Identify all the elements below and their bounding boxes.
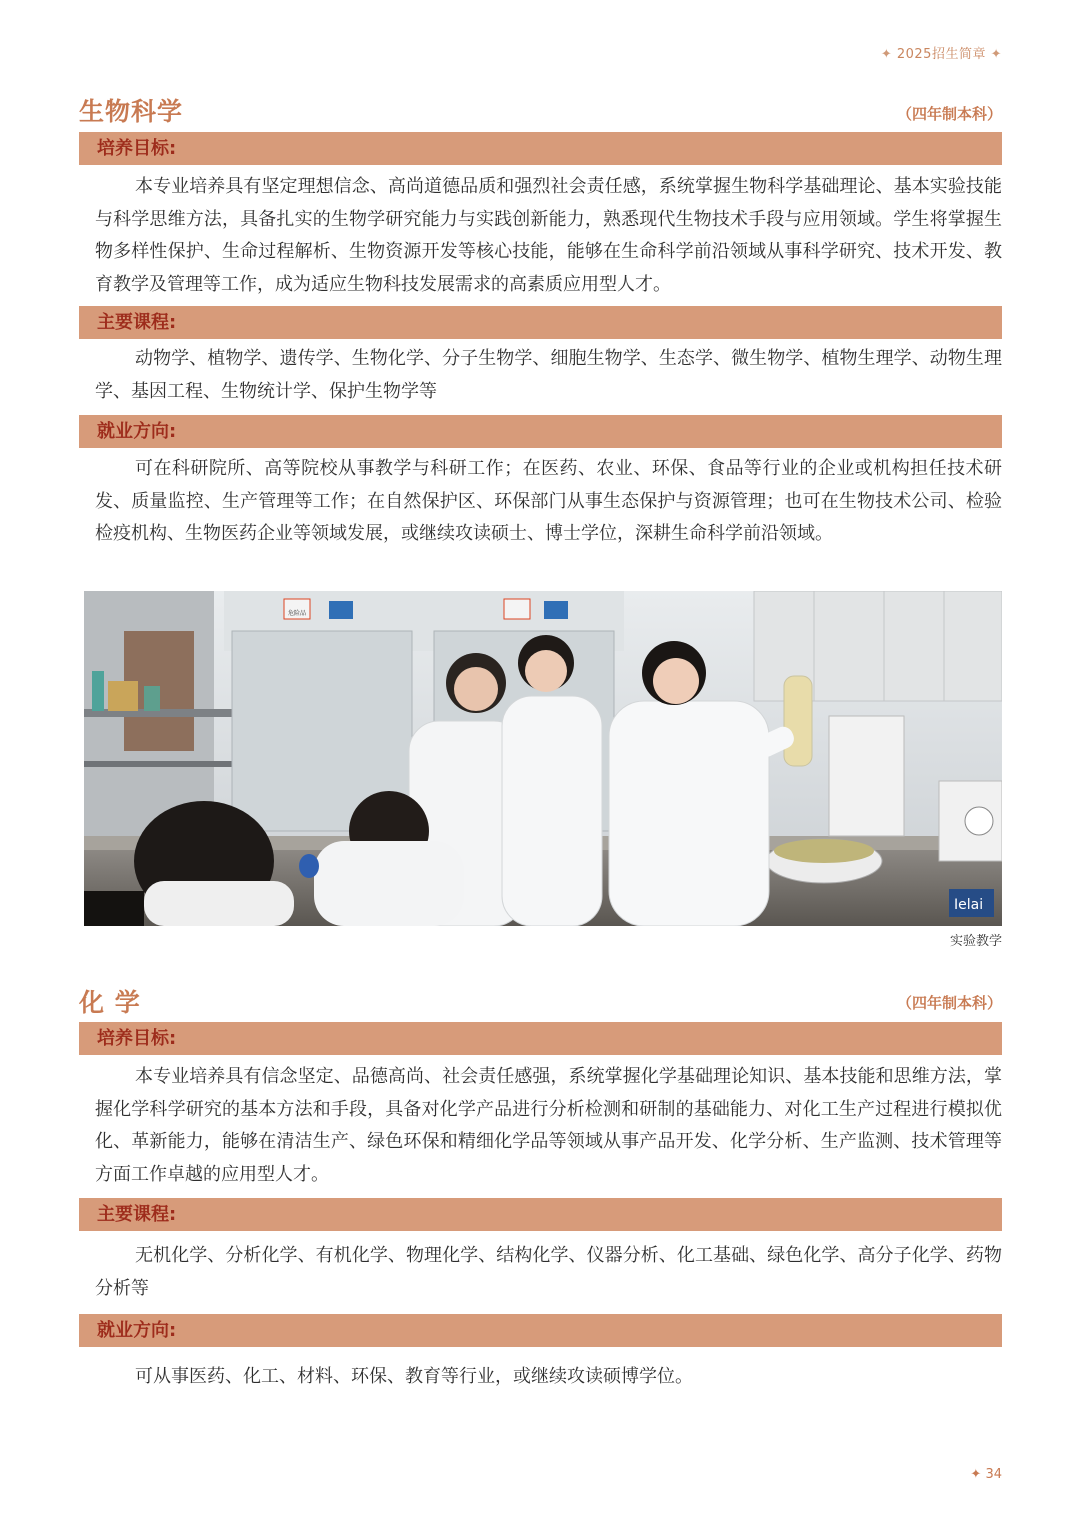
brochure-title: 2025招生简章: [896, 47, 986, 62]
courses-text: 无机化学、分析化学、有机化学、物理化学、结构化学、仪器分析、化工基础、绿色化学、高分子化学、药物分析等: [95, 1245, 1002, 1299]
career-text: 可从事医药、化工、材料、环保、教育等行业，或继续攻读硕博学位。: [135, 1366, 693, 1387]
section-bar-courses: 主要课程:: [79, 306, 1002, 339]
major-title: 生物科学: [79, 97, 184, 126]
star-icon: ✦: [880, 47, 893, 62]
goal-text: 本专业培养具有信念坚定、品德高尚、社会责任感强，系统掌握化学基础理论知识、基本技能和思维方法，掌握化学科学研究的基本方法和手段，具备对化学产品进行分析检测和研制的基础能力、对化工生产过程进行模拟优化、革新能力，能够在清洁生产、绿色环保和精细化学品等领域从事产品开发、化学分析、生产监测、技术管理等方面工作卓越的应用型人才。: [95, 1066, 1002, 1185]
lab-photo: [84, 591, 1002, 926]
section-bar-career: 就业方向:: [79, 1314, 1002, 1347]
program-length: （四年制本科）: [896, 994, 1002, 1012]
photo-caption: 实验教学: [949, 934, 1002, 949]
star-icon: ✦: [970, 1467, 982, 1482]
section-bar-goal: 培养目标:: [79, 1022, 1002, 1055]
section-bar-goal: 培养目标:: [79, 132, 1002, 165]
warning-sign-text: 危险品: [288, 610, 307, 617]
section-bar-courses: 主要课程:: [79, 1198, 1002, 1231]
courses-text: 动物学、植物学、遗传学、生物化学、分子生物学、细胞生物学、生态学、微生物学、植物生理学、动物生理学、基因工程、生物统计学、保护生物学等: [95, 348, 1002, 402]
page-number: [970, 1467, 1002, 1482]
equipment-label: Ielai: [954, 897, 984, 913]
goal-text: 本专业培养具有坚定理想信念、高尚道德品质和强烈社会责任感，系统掌握生物科学基础理论、基本实验技能与科学思维方法，具备扎实的生物学研究能力与实践创新能力，熟悉现代生物技术手段与应用领域。学生将掌握生物多样性保护、生命过程解析、生物资源开发等核心技能，能够在生命科学前沿领域从事科学研究、技术开发、教育教学及管理等工作，成为适应生物科技发展需求的高素质应用型人才。: [95, 176, 1002, 295]
page-number-value: 34: [985, 1467, 1002, 1482]
section-bar-career: 就业方向:: [79, 415, 1002, 448]
major-title: 化 学: [79, 988, 141, 1017]
program-length: （四年制本科）: [896, 105, 1002, 123]
star-icon: ✦: [990, 47, 1002, 62]
career-text: 可在科研院所、高等院校从事教学与科研工作；在医药、农业、环保、食品等行业的企业或机构担任技术研发、质量监控、生产管理等工作；在自然保护区、环保部门从事生态保护与资源管理；也可在生物技术公司、检验检疫机构、生物医药企业等领域发展，或继续攻读硕士、博士学位，深耕生命科学前沿领域。: [95, 458, 1002, 544]
page-header: [881, 43, 1002, 62]
